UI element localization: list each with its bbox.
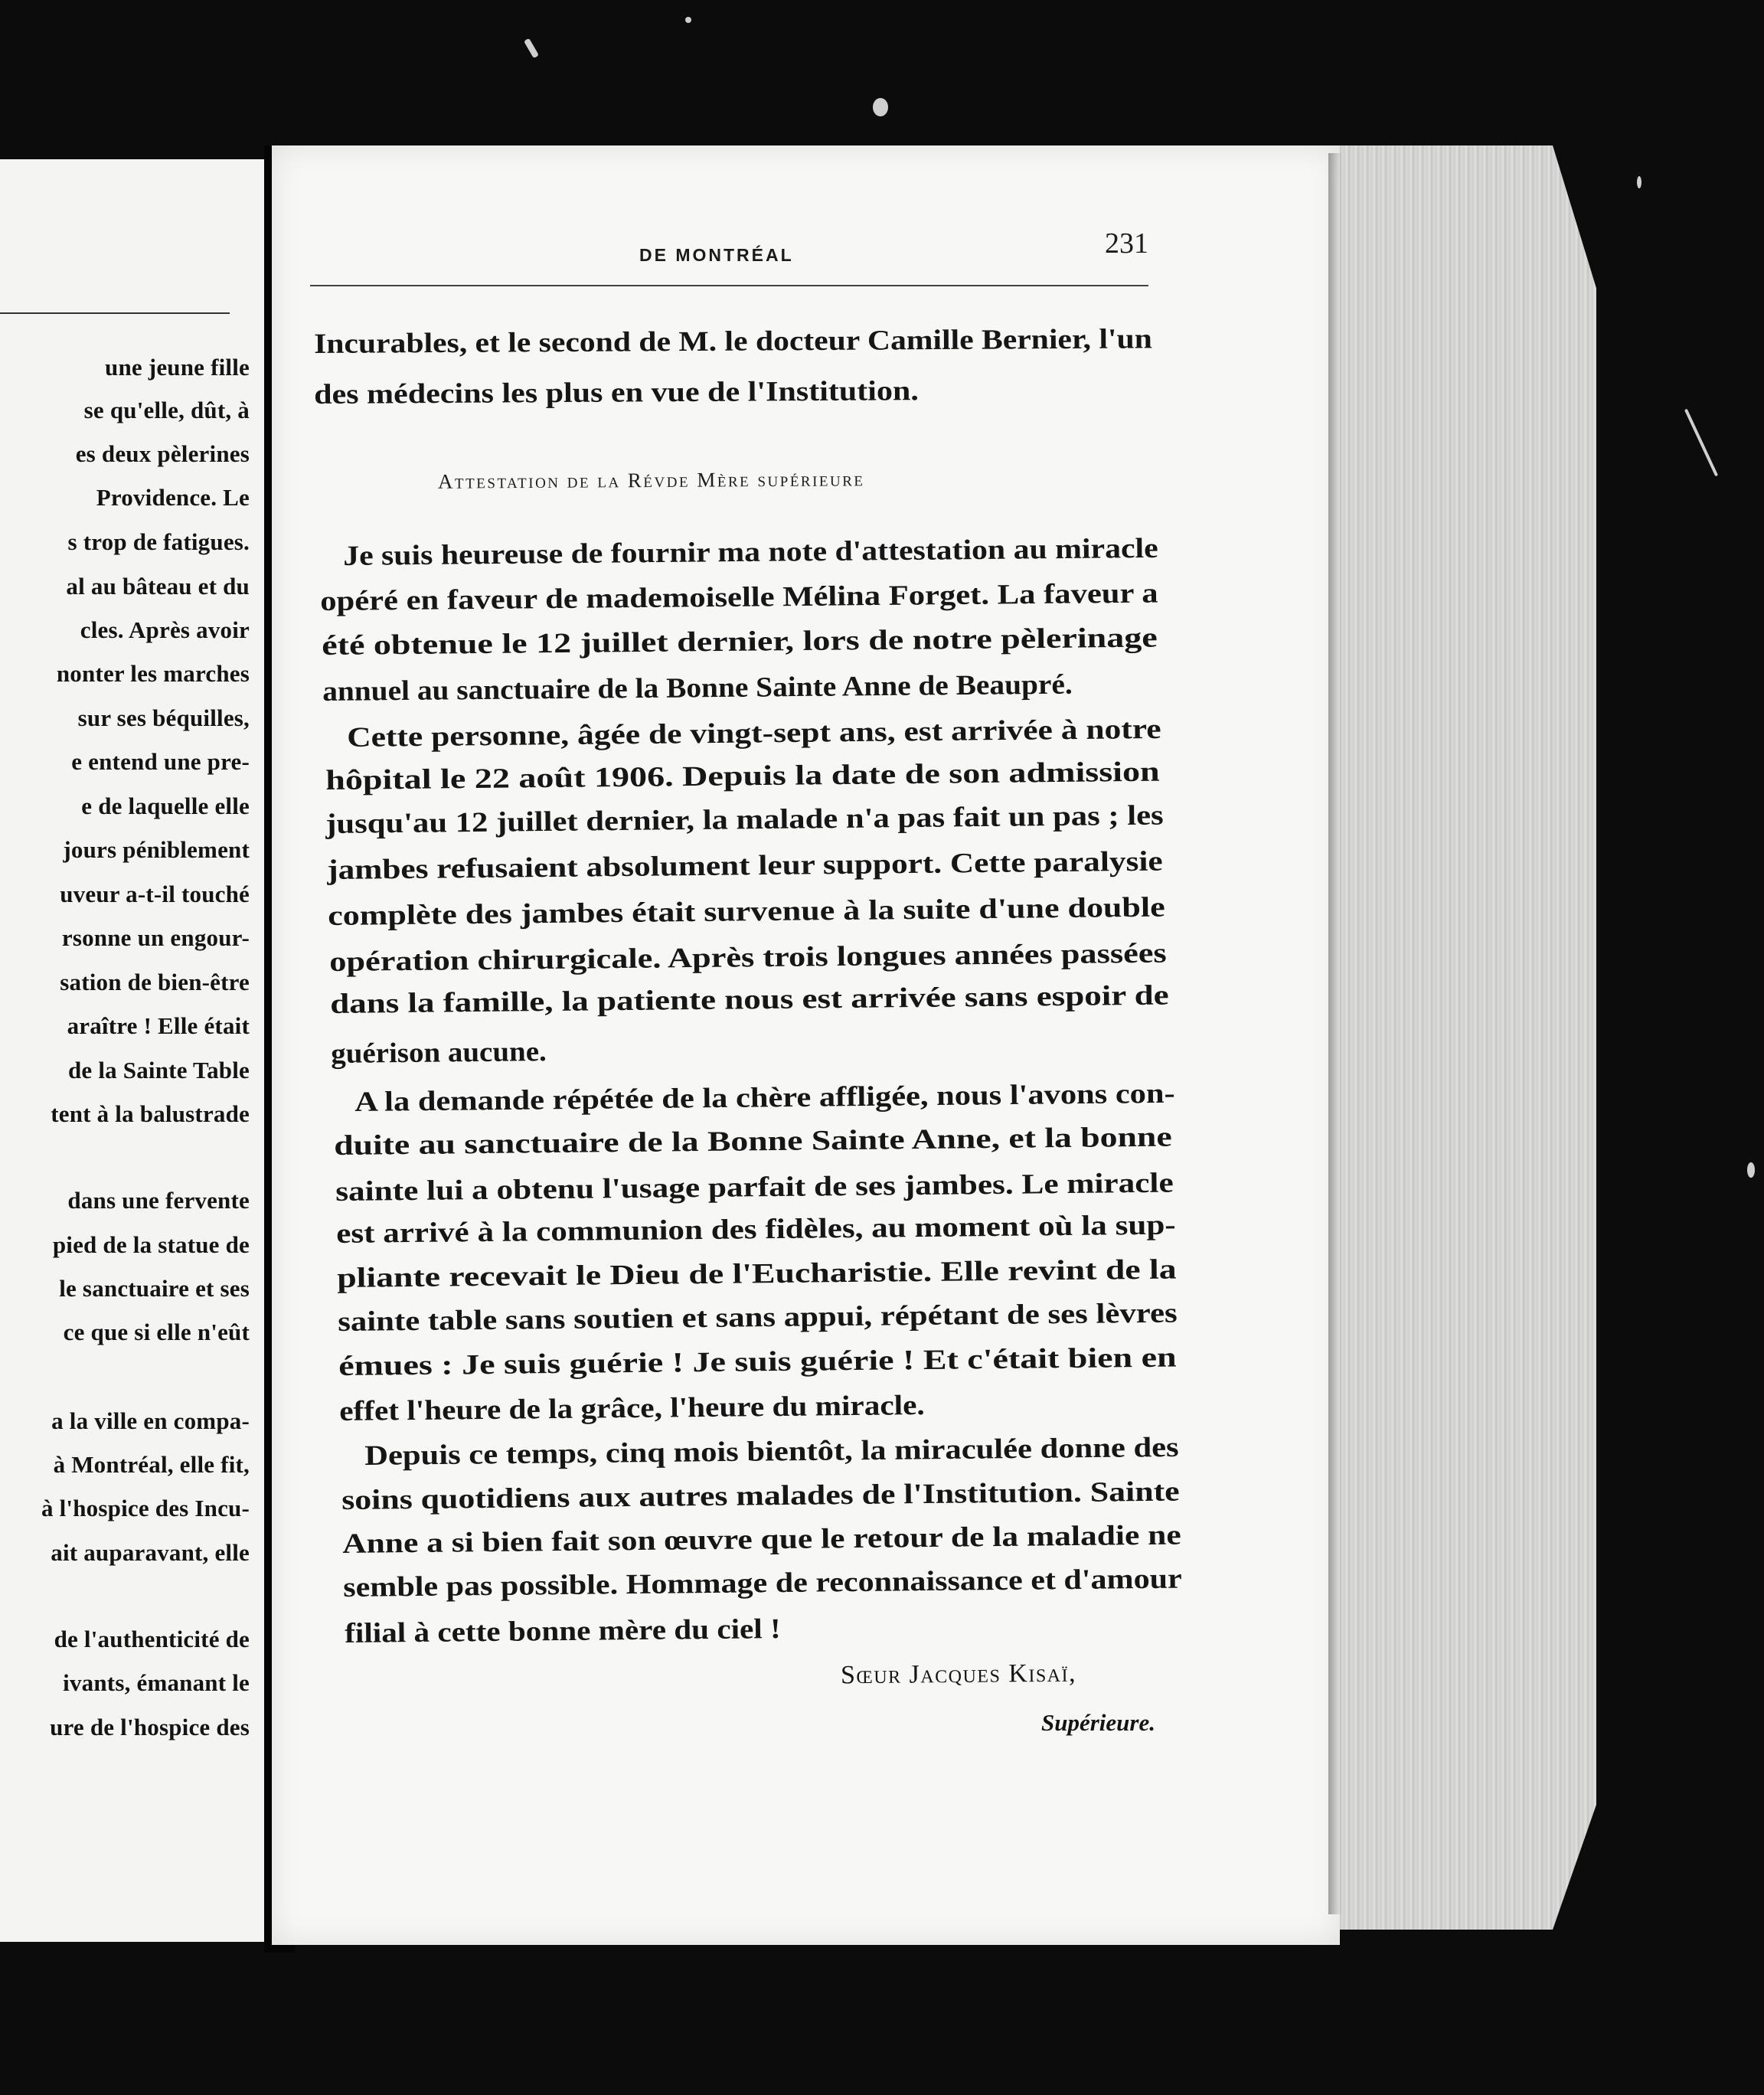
left-page-line: araître ! Elle était — [67, 1012, 250, 1039]
dust-speck — [1637, 176, 1642, 188]
page-block-edge — [1305, 145, 1596, 1930]
left-page-line: rsonne un engour- — [61, 924, 250, 951]
left-page-line: à l'hospice des Incu- — [41, 1495, 250, 1521]
left-page-line: tent à la balustrade — [51, 1100, 250, 1127]
left-page-line: ure de l'hospice des — [50, 1714, 250, 1740]
left-page-line: a la ville en compa- — [51, 1407, 250, 1434]
text-line: Cette personne, âgée de vingt-sept ans, est arrivée à notre — [347, 713, 1161, 753]
left-page-line: de l'authenticité de — [54, 1626, 250, 1652]
dust-speck — [685, 17, 691, 23]
header-rule — [310, 285, 1148, 286]
text-line: émues : Je suis guérie ! Je suis guérie ! Et c'était bien en — [338, 1342, 1177, 1382]
page-number: 231 — [1105, 227, 1148, 260]
text-line: soins quotidiens aux autres malades de l'Institution. Sainte — [341, 1476, 1180, 1516]
left-page-line: sur ses béquilles, — [77, 704, 250, 731]
text-line: jusqu'au 12 juillet dernier, la malade n'a pas fait un pas ; les — [325, 799, 1164, 840]
text-line: été obtenue le 12 juillet dernier, lors de notre pèlerinage — [322, 622, 1158, 662]
dust-speck — [1747, 1162, 1755, 1178]
text-line: sainte lui a obtenu l'usage parfait de ses jambes. Le miracle — [335, 1167, 1174, 1208]
left-page-line: pied de la statue de — [52, 1231, 250, 1258]
left-page-line: nonter les marches — [56, 660, 250, 687]
left-page-line: sation de bien-être — [60, 969, 250, 995]
dust-speck — [524, 38, 539, 59]
text-line: sainte table sans soutien et sans appui, répétant de ses lèvres — [338, 1297, 1178, 1338]
text-line: guérison aucune. — [331, 1036, 547, 1070]
text-line: pliante recevait le Dieu de l'Eucharistie. Elle revint de la — [337, 1253, 1177, 1294]
left-page-text — [0, 0, 250, 1740]
text-line: Depuis ce temps, cinq mois bientôt, la miraculée donne des — [364, 1431, 1179, 1472]
running-head: DE MONTRÉAL — [639, 245, 794, 265]
signature-title: Supérieure. — [1041, 1709, 1155, 1736]
text-line: complète des jambes était survenue à la suite d'une double — [328, 891, 1165, 932]
text-line: des médecins les plus en vue de l'Institution. — [314, 375, 919, 410]
left-page-line: al au bâteau et du — [66, 573, 250, 600]
text-line: jambes refusaient absolument leur support. Cette paralysie — [327, 845, 1163, 886]
left-page-line: cles. Après avoir — [80, 616, 250, 643]
left-page-line: es deux pèlerines — [75, 440, 250, 467]
text-line: opération chirurgicale. Après trois longues années passées — [329, 937, 1167, 978]
text-line: effet l'heure de la grâce, l'heure du miracle. — [339, 1389, 925, 1427]
text-line: semble pas possible. Hommage de reconnaissance et d'amour — [343, 1563, 1182, 1603]
left-page-line: Providence. Le — [96, 484, 250, 511]
left-page-line: s trop de fatigues. — [67, 528, 250, 555]
text-line: opéré en faveur de mademoiselle Mélina Forget. La faveur a — [320, 577, 1158, 617]
text-line: annuel au sanctuaire de la Bonne Sainte Anne de Beaupré. — [322, 668, 1073, 708]
left-page-line: de la Sainte Table — [67, 1057, 250, 1083]
left-page-line: jours péniblement — [63, 836, 250, 863]
left-page-line: e entend une pre- — [71, 748, 250, 775]
section-title: Attestation de la Révde Mère supérieure — [437, 467, 865, 493]
left-page-line: ait auparavant, elle — [51, 1539, 250, 1566]
left-page-line: se qu'elle, dût, à — [83, 397, 250, 423]
text-line: est arrivé à la communion des fidèles, au moment où la sup- — [336, 1209, 1176, 1250]
left-page-line: uveur a-t-il touché — [60, 881, 250, 907]
left-page-line: une jeune fille — [105, 354, 250, 381]
left-page-line: le sanctuaire et ses — [59, 1275, 250, 1302]
left-page-line: à Montréal, elle fit, — [53, 1451, 250, 1478]
text-line: A la demande répétée de la chère affligée, nous l'avons con- — [354, 1077, 1175, 1118]
dust-speck — [1684, 409, 1718, 477]
signature: Sœur Jacques Kisaï, — [840, 1659, 1077, 1690]
text-line: dans la famille, la patiente nous est arrivée sans espoir de — [330, 979, 1169, 1020]
text-line: Incurables, et le second de M. le docteur Camille Bernier, l'un — [314, 323, 1152, 360]
dust-speck — [873, 98, 888, 116]
left-page-line: e de laquelle elle — [81, 793, 250, 819]
text-line: Je suis heureuse de fournir ma note d'attestation au miracle — [343, 532, 1158, 572]
text-line: duite au sanctuaire de la Bonne Sainte Anne, et la bonne — [334, 1121, 1172, 1162]
text-line: Anne a si bien fait son œuvre que le retour de la maladie ne — [342, 1519, 1181, 1560]
left-page-line: ivants, émanant le — [63, 1669, 250, 1696]
text-line: filial à cette bonne mère du ciel ! — [345, 1613, 781, 1649]
left-page-line: dans une fervente — [67, 1187, 250, 1214]
page-shadow — [1328, 153, 1342, 1914]
text-line: hôpital le 22 août 1906. Depuis la date de son admission — [325, 756, 1160, 796]
left-page-line: ce que si elle n'eût — [63, 1319, 250, 1345]
